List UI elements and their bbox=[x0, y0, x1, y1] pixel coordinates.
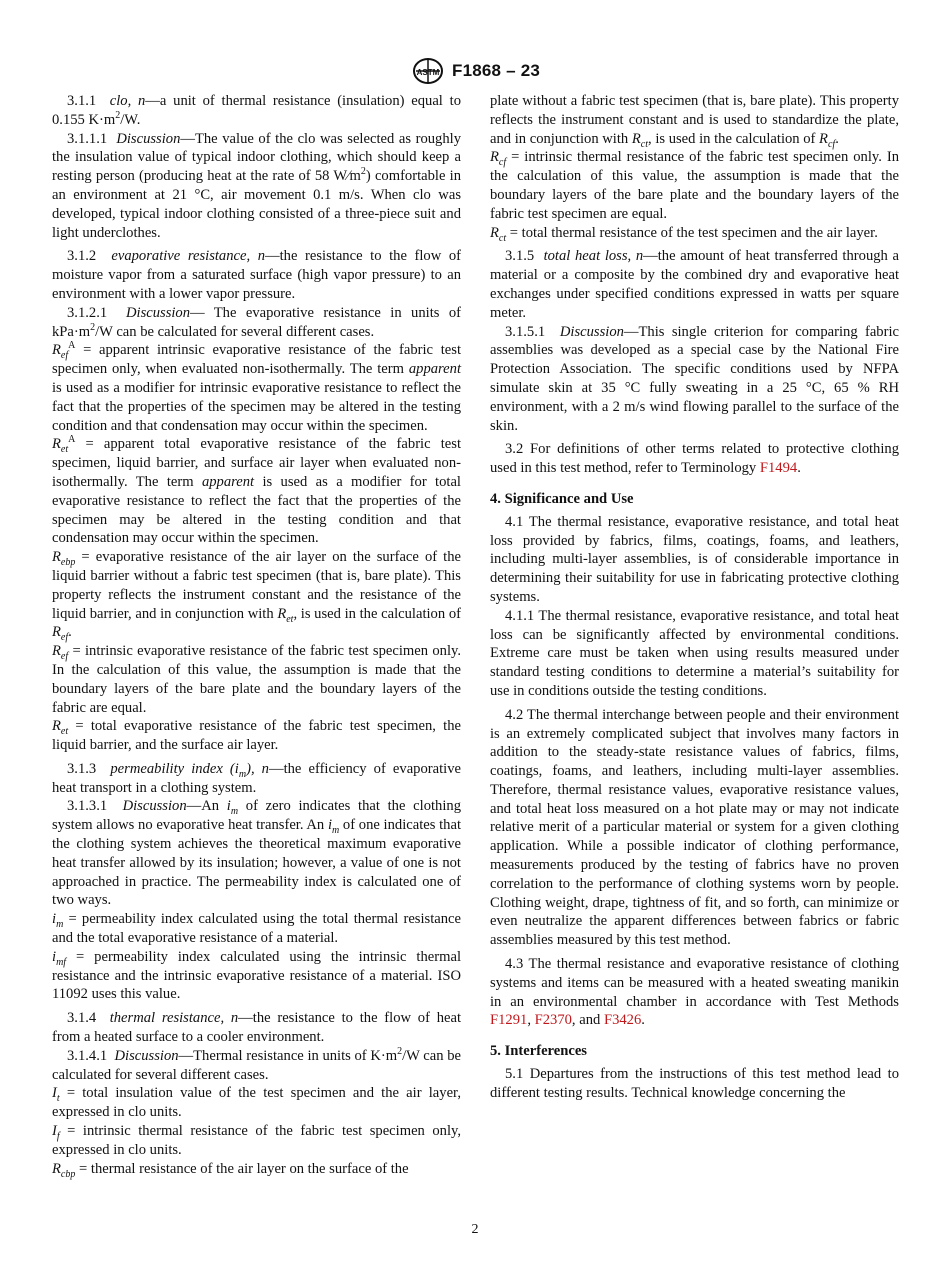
left-column bbox=[52, 92, 461, 1178]
paragraph-3-1-3-1: 3.1.3.1 Discussion—An $i_m$ of zero indicates that the clothing system allows no evaporative heat transfer. An $i_m$ of one indicates that the clothing system achieves the theoretical maximum evaporative heat transfer allowed by its insulation; however, a value of one is not approached in practice. The permeability index is calculated one of two ways. bbox=[52, 798, 462, 909]
definition-ret: $R_{et}$ = total evaporative resistance of the fabric test specimen, the liquid barrier, and the surface air layer. bbox=[52, 718, 461, 754]
link-f3426[interactable]: F3426 bbox=[603, 1012, 642, 1029]
paragraph-3-1-3: 3.1.3 permeability index $(i_m)$, n—the efficiency of evaporative heat transport in a clothing system. bbox=[52, 760, 461, 796]
astm-logo-icon bbox=[410, 56, 446, 86]
definition-rcbp-continued: plate without a fabric test specimen (that is, bare plate). This property reflects the instrument constant and is used to standardize the plate, and in conjunction with $R_{ct}$, is used in the calculation of $R_{cf}$. bbox=[490, 93, 899, 150]
paragraph-4-1-1: 4.1.1 The thermal resistance, evaporative resistance, and total heat loss can be significantly affected by environmental conditions. Extreme care must be taken when using results measured under standard testing conditions to determine a material’s suitability for use in conditions outside the testing conditions. bbox=[490, 607, 899, 699]
astm-logo-text: ASTM bbox=[416, 68, 440, 77]
paragraph-3-1-1-1: 3.1.1.1 Discussion—The value of the clo was selected as roughly the insulation value of typical indoor clothing, which should keep a resting person (producing heat at the rate of 58 $W⁄m^2$) comfortable in an environment at 21 °C, air movement 0.1 m/s. When clo was developed, typical indoor clothing consisted of a three-piece suit and light underclothes. bbox=[52, 130, 461, 241]
definition-rcf: $R_{cf}$ = intrinsic thermal resistance of the fabric test specimen only. In the calculation of this value, the assumption is made that the boundary layers of the bare plate and the boundary layers of the fabric test specimen are equal. bbox=[490, 149, 899, 222]
definition-if: $I_f$ = intrinsic thermal resistance of the fabric test specimen only, expressed in clo units. bbox=[52, 1123, 461, 1158]
document-designation: F1868 – 23 bbox=[451, 61, 540, 80]
definition-it: $I_t$ = total insulation value of the test specimen and the air layer, expressed in clo units. bbox=[52, 1085, 461, 1121]
paragraph-3-1-2: 3.1.2 evaporative resistance, n—the resistance to the flow of moisture vapor from a saturated surface (high vapor pressure) to an environment with a lower vapor pressure. bbox=[52, 248, 461, 302]
paragraph-3-1-4: 3.1.4 thermal resistance, n—the resistance to the flow of heat from a heated surface to a cooler environment. bbox=[52, 1010, 462, 1046]
definition-rct: $R_{ct}$ = total thermal resistance of the test specimen and the air layer. bbox=[490, 224, 878, 244]
paragraph-4-2: 4.2 The thermal interchange between people and their environment is an extremely complicated subject that involves many factors in addition to the steady-state resistance values of fabrics, films, coatings, foams, and leathers, including multi-layer assemblies. Therefore, thermal resistance values, evaporative resistance values, and total heat loss measured on a hot plate may or may not indicate relative merit of a particular material or system for a given clothing application. While a possible indicator of clothing performance, measurements produced by the testing of fabrics have no proven correlation to the performance of clothing systems worn by people. Clothing weight, drape, tightness of fit, and so forth, can minimize or even neutralize the apparent differences between fabrics or fabric assemblies measured by this test method. bbox=[490, 706, 899, 949]
link-f1291[interactable]: F1291 bbox=[490, 1012, 528, 1029]
paragraph-4-1: 4.1 The thermal resistance, evaporative resistance, and total heat loss provided by fabrics, films, coatings, foams, and leathers, including multi-layer assemblies, is of considerable importance in determining their suitability for use in fabricating protective clothing systems. bbox=[490, 513, 899, 605]
definition-ref: $R_{ef}$ = intrinsic evaporative resistance of the fabric test specimen only. In the calculation of this value, the assumption is made that the boundary layers of the bare plate and the boundary layers of the fabric are equal. bbox=[52, 643, 461, 716]
page-number: 2 bbox=[471, 1222, 479, 1237]
paragraph-3-1-4-1: 3.1.4.1 Discussion—Thermal resistance in units of $K\cdot m^2/W$ can be calculated for several different cases. bbox=[52, 1045, 462, 1083]
paragraph-3-1-5-1: 3.1.5.1 Discussion—This single criterion for comparing fabric assemblies was developed as a special case by the National Fire Protection Association. The specific conditions used by NFPA simulate skin at 35 °C fully sweating in a 25 °C, 65 % RH environment, with a 2 m/s wind flowing parallel to the surface of the skin. bbox=[490, 323, 899, 434]
definition-imf: $i_{mf}$ = permeability index calculated using the intrinsic thermal resistance and the intrinsic evaporative resistance of a material. ISO 11092 uses this value. bbox=[52, 948, 461, 1003]
page-header bbox=[0, 56, 950, 86]
paragraph-3-1-2-1: 3.1.2.1 Discussion— The evaporative resistance in units of $kPa\cdot m^2/W$ can be calculated for several different cases. bbox=[52, 304, 462, 340]
definition-ref-a: $R_{ef}^A$ = apparent intrinsic evaporative resistance of the fabric test specimen only, when evaluated non-isothermally. The term apparent is used as a modifier for intrinsic evaporative resistance to reflect the fact that the properties of the specimen may be altered in the testing condition and that condensation may occur within the specimen. bbox=[52, 340, 461, 434]
definition-rcbp: $R_{cbp}$ = thermal resistance of the air layer on the surface of the bbox=[52, 1160, 409, 1180]
definition-rebp: $R_{ebp}$ = evaporative resistance of the air layer on the surface of the liquid barrier without a fabric test specimen (that is, bare plate). This property reflects the instrument constant and the resistance of the liquid barrier, and in conjunction with $R_{et}$, is used in the calculation of $R_{ef}$. bbox=[52, 549, 461, 644]
link-f1494[interactable]: F1494 bbox=[759, 460, 798, 477]
paragraph-3-2: 3.2 For definitions of other terms related to protective clothing used in this test method, refer to Terminology F1494. bbox=[490, 441, 899, 477]
section-heading-5: 5. Interferences bbox=[490, 1043, 587, 1060]
paragraph-3-1-1: 3.1.1 clo, n—a unit of thermal resistance (insulation) equal to 0.155 $K\cdot m^2/W$. bbox=[52, 93, 461, 128]
section-heading-4: 4. Significance and Use bbox=[490, 490, 634, 507]
right-column bbox=[490, 92, 899, 1103]
paragraph-3-1-5: 3.1.5 total heat loss, n—the amount of heat transferred through a material or a composite by the combined dry and evaporative heat exchanges under specified conditions expressed in watts per square meter. bbox=[490, 248, 899, 321]
link-f2370[interactable]: F2370 bbox=[534, 1012, 572, 1029]
definition-ret-a: $R_{et}^A$ = apparent total evaporative resistance of the fabric test specimen, liquid barrier, and surface air layer when evaluated non-isothermally. The term apparent is used as a modifier for total evaporative resistance to reflect the fact that the properties of the specimen may be altered in the testing condition and that condensation may occur within the specimen. bbox=[52, 434, 461, 547]
paragraph-5-1: 5.1 Departures from the instructions of this test method lead to different testing results. Technical knowledge concerning the bbox=[490, 1066, 899, 1101]
definition-im: $i_m$ = permeability index calculated using the total thermal resistance and the total evaporative resistance of a material. bbox=[52, 911, 461, 947]
paragraph-4-3: 4.3 The thermal resistance and evaporative resistance of clothing systems and items can be measured with a heated sweating manikin in an environmental chamber in accordance with Test Methods F1291, F2370, and F3426. bbox=[490, 956, 899, 1029]
